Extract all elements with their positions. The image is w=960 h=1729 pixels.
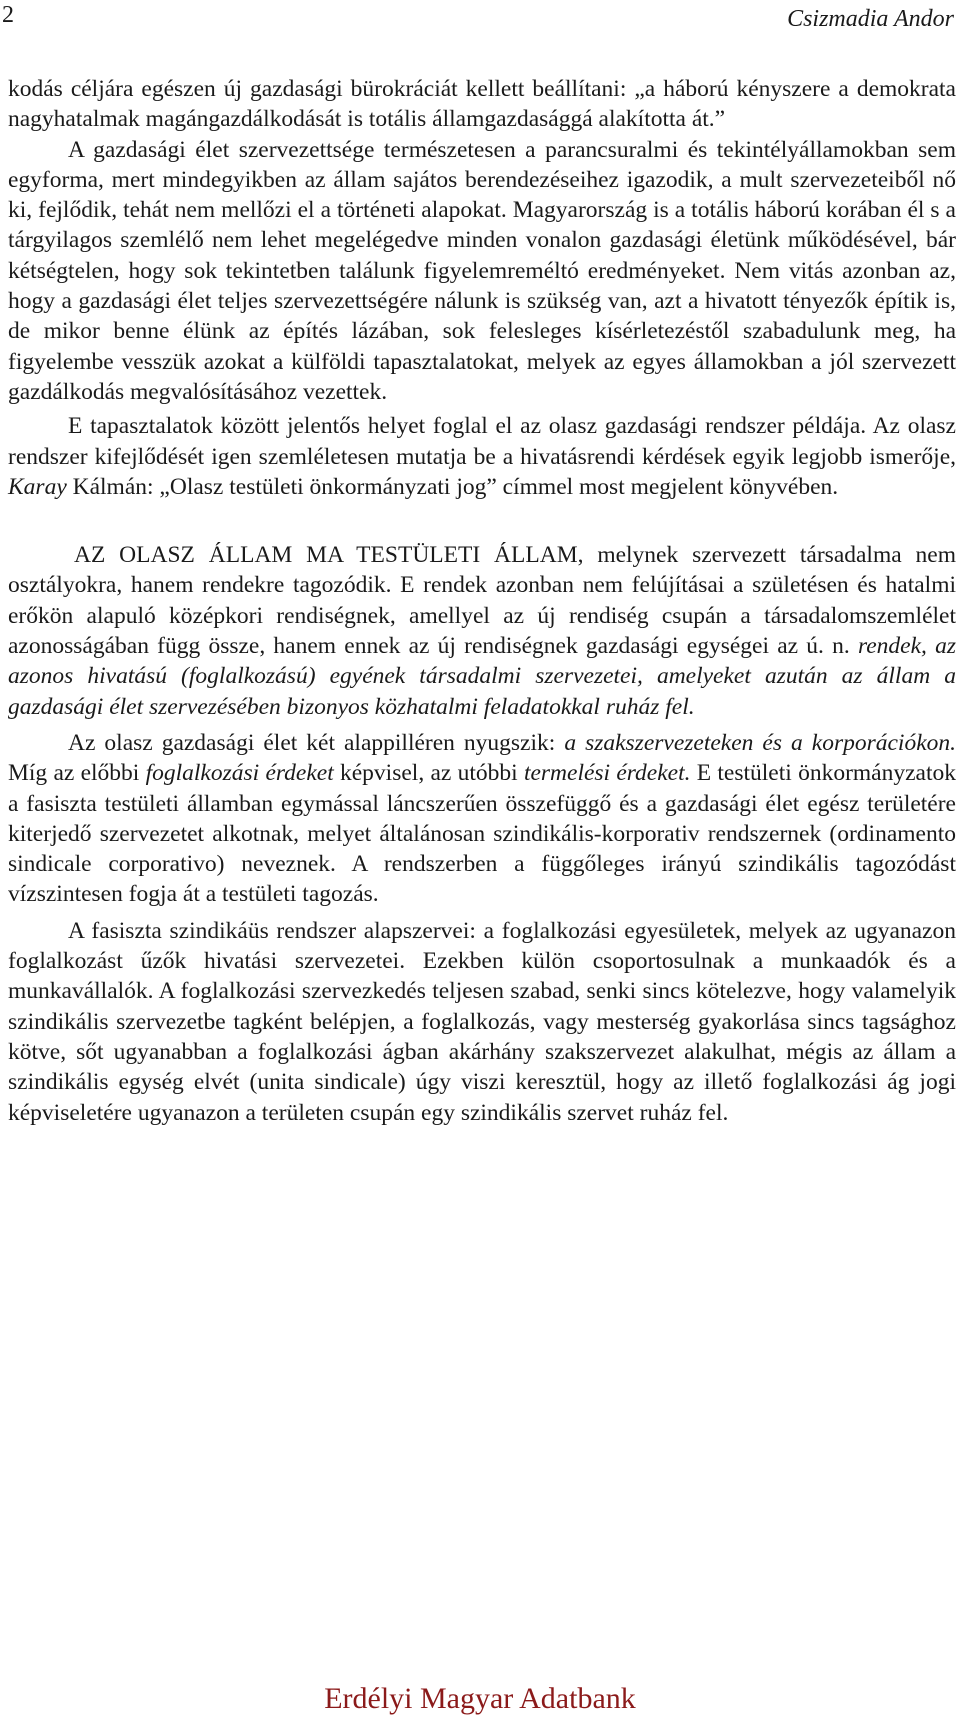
paragraph-5-text-d: E testületi önkormányzatok a fasiszta testületi államban egymással láncszerűen összefüggő és a gazdasági élet egész területére kiterjedő szervezetet alkotnak, melyet általánosan szindikális-korporativ rendszernek (ordinamento sindicale corporativo) neveznek. A rendszerben a függőleges irányú szindikális tagozódást vízszintesen fogja át a testületi tagozás. [8,760,956,908]
paragraph-4 [8,540,956,722]
paragraph-6: A fasiszta szindikáüs rendszer alapszervei: a foglalkozási egyesületek, melyek az ugyanazon foglalkozást űzők hivatási szervezetei. Ezekben külön csoportosulnak a munkaadók és a munkavállalók. A foglalkozási szervezkedés teljesen szabad, senki sincs kötelezve, hogy valamelyik szindikális szervezetbe tagként belépjen, a foglalkozás, vagy mesterség gyakorlása sincs tagsághoz kötve, sőt ugyanabban a foglalkozási ágban akárhány szakszervezet alakulhat, mégis az állam a szindikális egység elvét (unita sindicale) úgy viszi keresztül, hogy az illető foglalkozási ág jogi képviseletére ugyanazon a területen csupán egy szindikális szervet ruház fel. [8,917,956,1126]
paragraph-5-italic-2: foglalkozási érdeket [145,760,334,787]
paragraph-3 [8,411,956,502]
paragraph-5-italic-1: a szakszervezeteken és a korporációkon. [564,729,956,756]
running-head-author: Csizmadia Andor [787,6,954,32]
paragraph-4-text: AZ OLASZ ÁLLAM MA TESTÜLETI ÁLLAM, melynek szervezett társadalma nem osztályokra, hanem rendekre tagozódik. E rendek azonban nem felújításai a születésen és hatalmi erőkön alapuló középkori rendiségnek, amellyel az új rendiség csupán a társadalomszemlélet azonosságában függ össze, hanem ennek az új rendiségnek gazdasági egységei az ú. n. [8,542,956,660]
footer-watermark: Erdélyi Magyar Adatbank [324,1682,636,1715]
paragraph-5-text-b: Míg az előbbi [8,760,146,787]
article-body [8,74,956,1128]
paragraph-5 [8,728,956,910]
paragraph-2: A gazdasági élet szervezettsége természetesen a parancsuralmi és tekintélyállamokban sem egyforma, mert mindegyikben az állam sajátos berendezéseihez igazodik, a mult szervezeteiből nő ki, fejlődik, tehát nem mellőzi el a történeti alapokat. Magyarország is a totális háború korában él s a tárgyilagos szemlélő nem lehet megelégedve minden vonalon gazdasági életünk működésével, bár kétségtelen, hogy sok tekintetben találunk figyelemreméltó eredményeket. Nem vitás azonban az, hogy a gazdasági élet teljes szervezettségére nálunk is szükség van, azt a hivatott tényezők építik is, de mikor benne élünk az építés lázában, sok felesleges kísérletezéstől szabadulunk meg, ha figyelembe vesszük azokat a külföldi tapasztalatokat, melyek az egyes államokban a jól szervezett gazdálkodás megvalósításához vezettek. [8,136,956,405]
paragraph-5-text-a: Az olasz gazdasági élet két alappilléren nyugszik: [68,729,565,756]
paragraph-5-text-c: képvisel, az utóbbi [333,760,524,787]
paragraph-5-italic-3: termelési érdeket. [523,760,691,787]
paragraph-3-text-b: Kálmán: „Olasz testületi önkormányzati jog” címmel most megjelent könyvében. [66,473,839,500]
paragraph-1: kodás céljára egészen új gazdasági bürokráciát kellett beállítani: „a háború kényszere a demokrata nagyhatalmak magángazdálkodását is totális államgazdasággá alakította át.” [8,76,956,133]
paragraph-3-text-a: E tapasztalatok között jelentős helyet foglal el az olasz gazdasági rendszer példája. Az olasz rendszer kifejlődését igen szemléletesen mutatja be a hivatásrendi kérdések egyik legjobb ismerője, [8,413,956,470]
author-name-karay: Karay [8,473,67,500]
page-number: 2 [2,2,14,28]
paragraph-4-italic: rendek, az azonos hivatású (foglalkozású) egyének társadalmi szervezetei, amelyeket azután az állam a gazdasági élet szervezésében bizonyos közhatalmi feladatokkal ruház fel. [8,633,956,720]
